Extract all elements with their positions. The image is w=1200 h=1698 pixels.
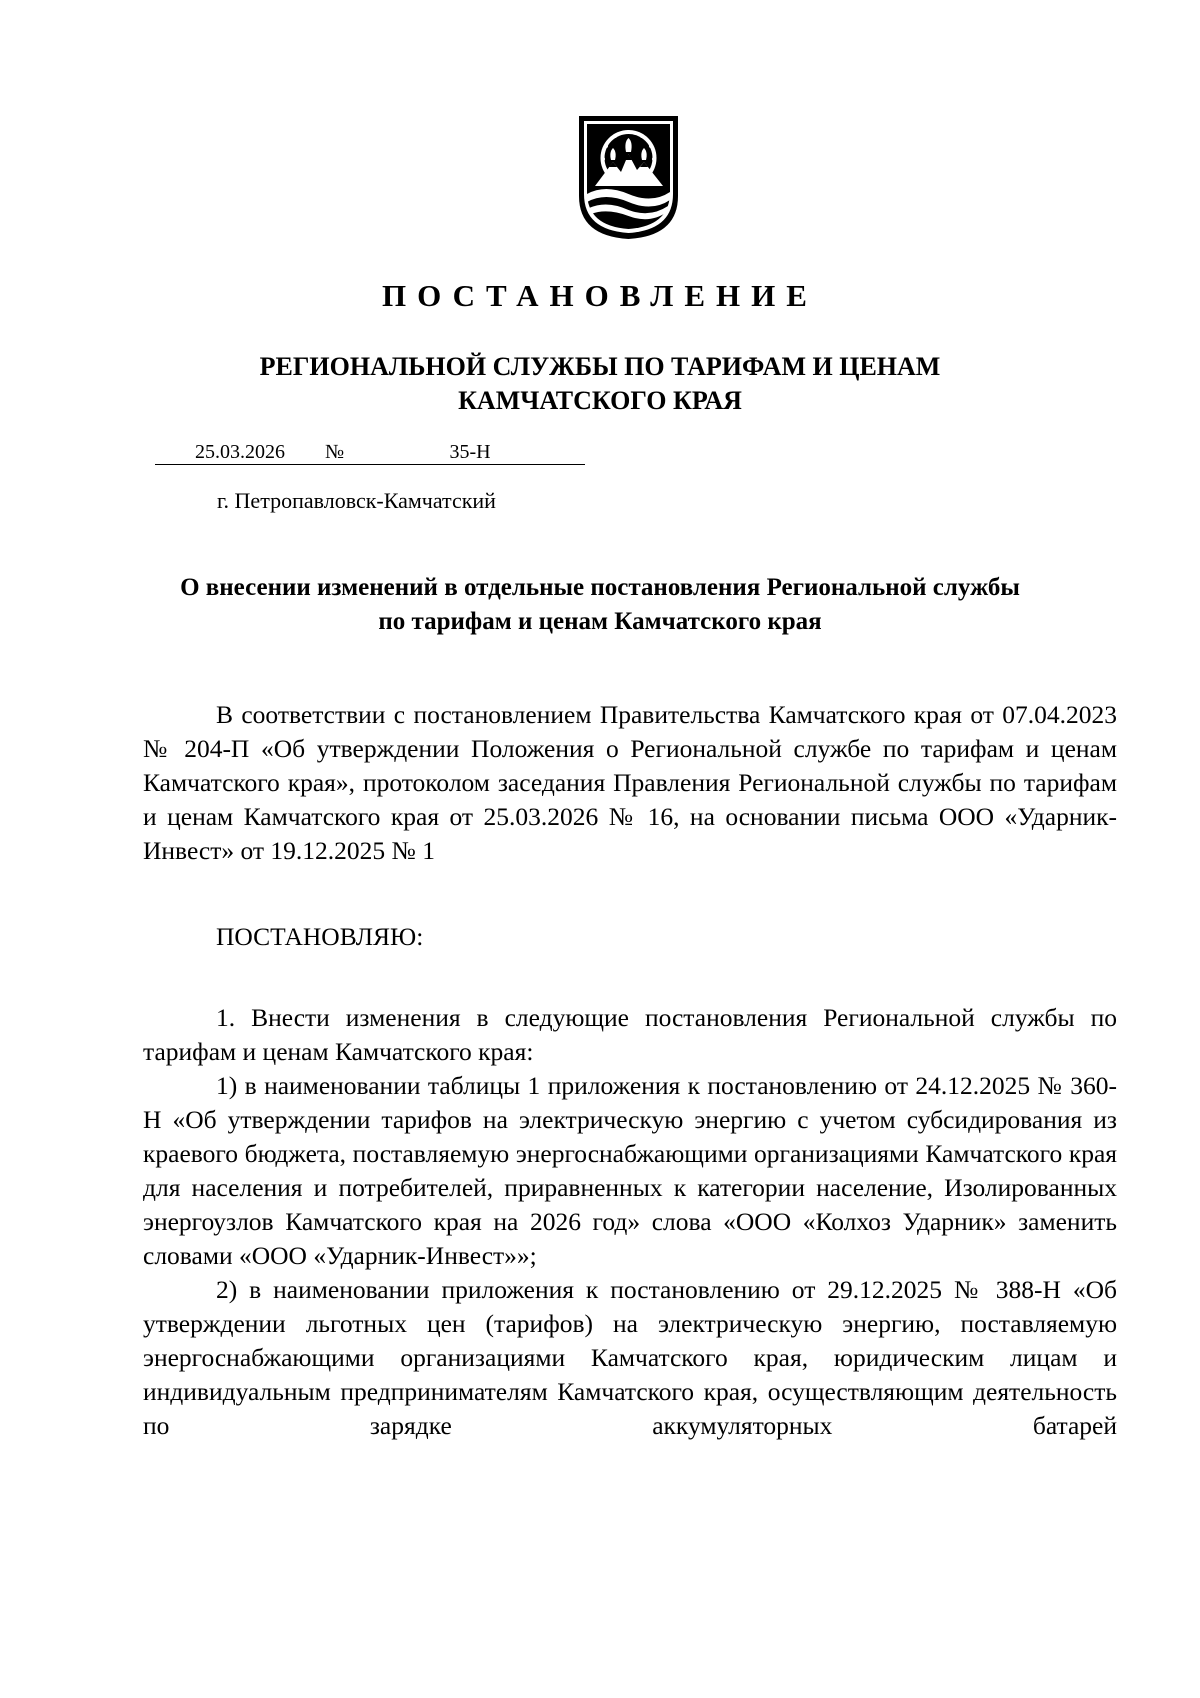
document-subject <box>0 571 1200 639</box>
document-number: 35-Н <box>355 438 585 465</box>
item-1-paragraph: 1. Внести изменения в следующие постановления Региональной службы по тарифам и ценам Камчатского края: <box>143 1003 1117 1066</box>
item-1-2-paragraph: 2) в наименовании приложения к постановлению от 29.12.2025 № 388-Н «Об утверждении льготных цен (тарифов) на электрическую энергию, поставляемую энергоснабжающими организациями Камчатского края, юридическим лицам и индивидуальным предпринимателям Камчатского края, осуществляющим деятельность по зарядке аккумуляторных батарей <box>143 1275 1117 1440</box>
issuer-line-1: РЕГИОНАЛЬНОЙ СЛУЖБЫ ПО ТАРИФАМ И ЦЕНАМ <box>259 352 941 381</box>
issuer-name <box>0 350 1200 418</box>
subject-line-1: О внесении изменений в отдельные постановления Региональной службы <box>180 574 1020 601</box>
preamble-paragraph: В соответствии с постановлением Правительства Камчатского края от 07.04.2023 № 204-П «Об утверждении Положения о Региональной службе по тарифам и ценам Камчатского края», протоколом заседания Правления Региональной службы по тарифам и ценам Камчатского края от 25.03.2026 № 16, на основании письма ООО «Ударник-Инвест» от 19.12.2025 № 1 <box>143 700 1117 865</box>
document-title: ПОСТАНОВЛЕНИЕ <box>382 278 818 313</box>
item-1-1-paragraph: 1) в наименовании таблицы 1 приложения к постановлению от 24.12.2025 № 360-Н «Об утверждении тарифов на электрическую энергию с учетом субсидирования из краевого бюджета, поставляемую энергоснабжающими организациями Камчатского края для населения и потребителей, приравненных к категории население, Изолированных энергоузлов Камчатского края на 2026 год» слова «ООО «Колхоз Ударник» заменить словами «ООО «Ударник-Инвест»»; <box>143 1071 1117 1270</box>
decree-section <box>143 920 1117 954</box>
document-date: 25.03.2026 <box>155 438 325 465</box>
subject-line-2: по тарифам и ценам Камчатского края <box>378 608 822 635</box>
date-number-line <box>155 438 585 466</box>
decree-word: ПОСТАНОВЛЯЮ: <box>216 922 424 951</box>
number-sign: № <box>325 438 355 465</box>
kamchatka-coat-of-arms-icon <box>575 112 682 242</box>
preamble-section <box>143 698 1117 868</box>
items-section <box>143 1001 1117 1443</box>
city-name: г. Петропавловск-Камчатский <box>217 488 496 513</box>
issuer-line-2: КАМЧАТСКОГО КРАЯ <box>458 386 742 415</box>
